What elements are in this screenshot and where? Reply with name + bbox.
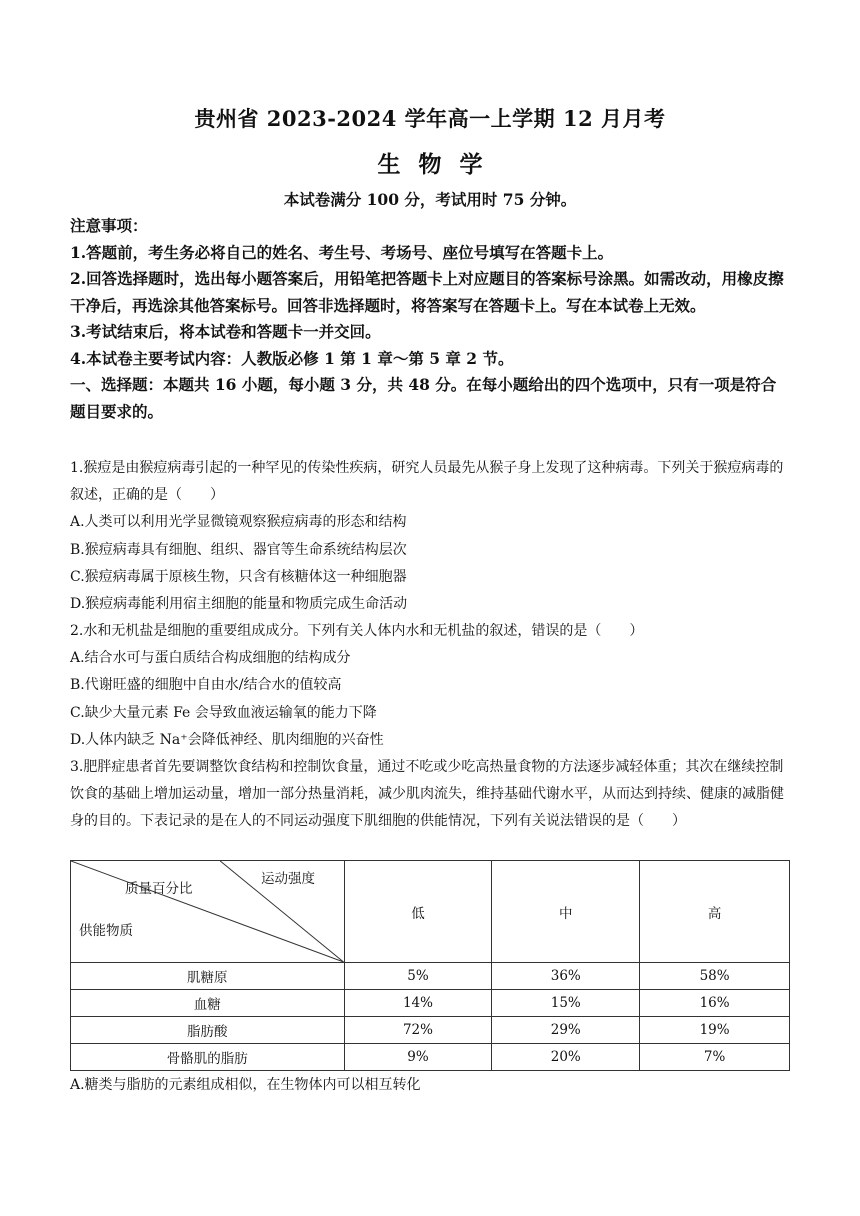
option-a: A.结合水可与蛋白质结合构成细胞的结构成分 (70, 650, 351, 667)
column-header: 高 (640, 861, 790, 963)
table-row (71, 990, 790, 1017)
table-cell: 16% (640, 990, 790, 1017)
table-cell: 14% (344, 990, 492, 1017)
question-stem: 3.肥胖症患者首先要调整饮食结构和控制饮食量，通过不吃或少吃高热量食物的方法逐步减轻体重；其次在继续控制饮食的基础上增加运动量，增加一部分热量消耗，减少肌肉流失，维持基础代谢水平，从而达到持续、健康的减脂健身的目的。下表记录的是在人的不同运动强度下肌细胞的供能情况，下列有关说法错误的是（ ） (70, 759, 784, 830)
row-label: 血糖 (71, 990, 345, 1017)
note-item: 4.本试卷主要考试内容：人教版必修 1 第 1 章～第 5 章 2 节。 (70, 348, 514, 368)
table-row (71, 1017, 790, 1044)
diagonal-corner-cell (71, 861, 345, 963)
note-item: 1.答题前，考生务必将自己的姓名、考生号、考场号、座位号填写在答题卡上。 (70, 242, 614, 262)
score-time-line: 本试卷满分 100 分，考试用时 75 分钟。 (283, 190, 577, 209)
question-stem: 2.水和无机盐是细胞的重要组成成分。下列有关人体内水和无机盐的叙述，错误的是（ ） (70, 623, 644, 639)
exam-title: 贵州省 2023-2024 学年高一上学期 12 月月考 (194, 106, 666, 131)
column-header: 低 (344, 861, 492, 963)
corner-label-percent: 质量百分比 (125, 881, 193, 897)
option-c: C.猴痘病毒属于原核生物，只含有核糖体这一种细胞器 (70, 568, 407, 585)
option-c: C.缺少大量元素 Fe 会导致血液运输氧的能力下降 (70, 704, 377, 721)
subject-title: 生物学 (377, 151, 501, 178)
table-cell: 58% (640, 963, 790, 990)
q3-option-a: A.糖类与脂肪的元素组成相似，在生物体内可以相互转化 (70, 1077, 421, 1093)
row-label: 肌糖原 (71, 963, 345, 990)
table-cell: 72% (344, 1017, 492, 1044)
notes-heading: 注意事项： (70, 216, 148, 235)
question-1 (70, 455, 790, 618)
table-cell: 5% (344, 963, 492, 990)
table-cell: 19% (640, 1017, 790, 1044)
table-cell: 7% (640, 1044, 790, 1071)
table-row (71, 1044, 790, 1071)
option-d: D.猴痘病毒能利用宿主细胞的能量和物质完成生命活动 (70, 596, 408, 613)
question-2 (70, 618, 790, 754)
option-a: A.人类可以利用光学显微镜观察猴痘病毒的形态和结构 (70, 514, 407, 531)
note-item: 2.回答选择题时，选出每小题答案后，用铅笔把答题卡上对应题目的答案标号涂黑。如需改动，用橡皮擦干净后，再选涂其他答案标号。回答非选择题时，将答案写在答题卡上。写在本试卷上无效。 (70, 269, 784, 315)
table-cell: 36% (492, 963, 640, 990)
table-cell: 15% (492, 990, 640, 1017)
table-header-row (71, 861, 790, 963)
section-heading: 一、选择题：本题共 16 小题，每小题 3 分，共 48 分。在每小题给出的四个选项中，只有一项是符合题目要求的。 (70, 375, 777, 421)
column-header: 中 (492, 861, 640, 963)
row-label: 骨骼肌的脂肪 (71, 1044, 345, 1071)
corner-label-intensity: 运动强度 (261, 871, 315, 887)
table-cell: 29% (492, 1017, 640, 1044)
row-label: 脂肪酸 (71, 1017, 345, 1044)
note-item: 3.考试结束后，将本试卷和答题卡一并交回。 (70, 322, 381, 341)
energy-supply-table (70, 860, 790, 1071)
option-b: B.代谢旺盛的细胞中自由水/结合水的值较高 (70, 677, 342, 694)
question-3 (70, 754, 790, 836)
table-cell: 9% (344, 1044, 492, 1071)
corner-label-substance: 供能物质 (79, 923, 133, 939)
question-stem: 1.猴痘是由猴痘病毒引起的一种罕见的传染性疾病，研究人员最先从猴子身上发现了这种病毒。下列关于猴痘病毒的叙述，正确的是（ ） (70, 460, 784, 504)
table-row (71, 963, 790, 990)
option-b: B.猴痘病毒具有细胞、组织、器官等生命系统结构层次 (70, 541, 407, 558)
option-d: D.人体内缺乏 Na⁺会降低神经、肌肉细胞的兴奋性 (70, 731, 384, 748)
notes-section (70, 213, 790, 425)
table-cell: 20% (492, 1044, 640, 1071)
